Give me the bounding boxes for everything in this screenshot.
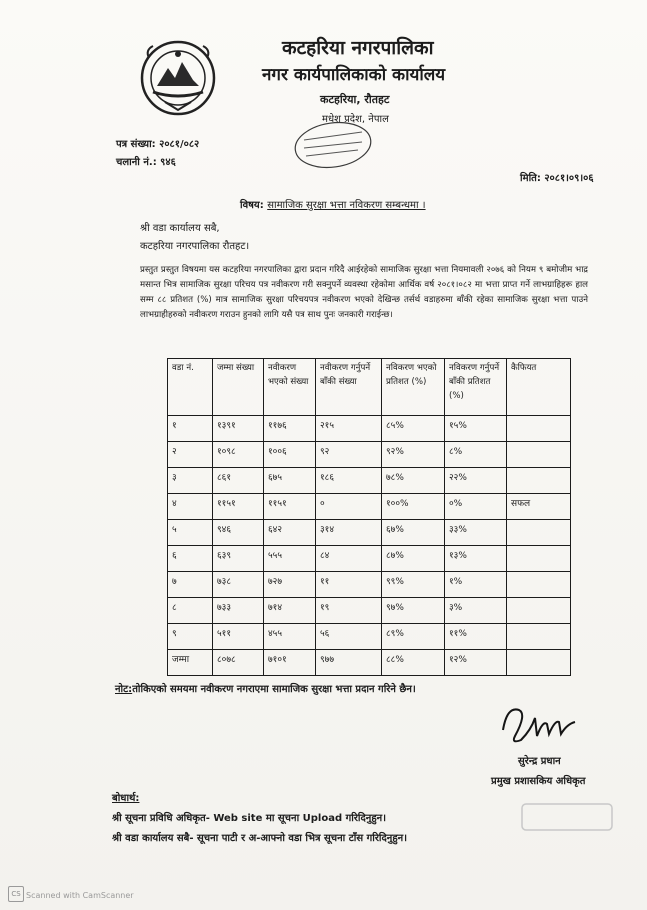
table-header-row <box>168 359 571 416</box>
table-row <box>168 624 571 650</box>
cell-remarks <box>507 624 571 650</box>
cell-remaining-percent: ३३% <box>445 520 507 546</box>
office-place: कटहरिया, रौतहट <box>320 93 390 106</box>
cell-renewed: ११५१ <box>264 494 316 520</box>
note-label: नोट: <box>115 684 133 695</box>
cell-remaining: २१५ <box>316 416 382 442</box>
cell-remaining: १९ <box>316 598 382 624</box>
cell-remarks <box>507 546 571 572</box>
letter-date: मिति: २०८१।०९।०६ <box>520 173 594 184</box>
cell-renewed-percent: ९९% <box>382 572 445 598</box>
cell-renewed: ४५५ <box>264 624 316 650</box>
cell-renewed-percent: १००% <box>382 494 445 520</box>
cell-remaining: ९७७ <box>316 650 382 676</box>
org-name: कटहरिया नगरपालिका <box>282 37 434 59</box>
scanner-watermark: Scanned with CamScanner <box>26 891 134 900</box>
cell-remaining-percent: ३% <box>445 598 507 624</box>
cell-total: ११५१ <box>213 494 264 520</box>
cell-remaining-percent: २२% <box>445 468 507 494</box>
cell-renewed: ११७६ <box>264 416 316 442</box>
renewal-table <box>167 358 571 676</box>
cell-renewed-percent: ७८% <box>382 468 445 494</box>
cell-remaining-percent: ११% <box>445 624 507 650</box>
cell-remaining: ११ <box>316 572 382 598</box>
cell-remaining-percent: १३% <box>445 546 507 572</box>
cell-total: ५११ <box>213 624 264 650</box>
cell-renewed-percent: ८७% <box>382 546 445 572</box>
cell-remarks <box>507 572 571 598</box>
cell-ward: २ <box>168 442 213 468</box>
cell-renewed-percent: ८९% <box>382 624 445 650</box>
table-row <box>168 442 571 468</box>
table-row <box>168 572 571 598</box>
col-remaining-percent: नविकरण गर्नुपर्ने बाँकी प्रतिशत (%) <box>445 359 507 416</box>
subject-label: विषय: <box>240 200 264 211</box>
cell-remaining-percent: ०% <box>445 494 507 520</box>
cell-total: ९४६ <box>213 520 264 546</box>
cell-renewed: ७२७ <box>264 572 316 598</box>
cell-renewed-percent: ६७% <box>382 520 445 546</box>
cc-line-2: श्री वडा कार्यालय सबै- सूचना पाटी र अ-आफ्नो वडा भित्र सूचना टाँस गरिदिनुहुन। <box>112 833 408 844</box>
col-remarks: कैफियत <box>507 359 571 416</box>
cell-total: १३९१ <box>213 416 264 442</box>
cell-ward: जम्मा <box>168 650 213 676</box>
table-row <box>168 546 571 572</box>
subject-text: सामाजिक सुरक्षा भत्ता नविकरण सम्बन्धमा । <box>267 200 426 211</box>
table-row <box>168 520 571 546</box>
cell-renewed: ७१०१ <box>264 650 316 676</box>
cell-renewed: ५५५ <box>264 546 316 572</box>
cell-remaining: ९२ <box>316 442 382 468</box>
dispatch-number: चलानी नं.: ९४६ <box>116 157 176 168</box>
cell-remarks <box>507 442 571 468</box>
office-stamp <box>292 120 374 170</box>
cell-renewed-percent: ९७% <box>382 598 445 624</box>
camscanner-icon: CS <box>8 886 24 902</box>
cell-remarks <box>507 650 571 676</box>
cell-remaining: १८६ <box>316 468 382 494</box>
subject-line <box>240 197 426 211</box>
cell-ward: ९ <box>168 624 213 650</box>
office-name: नगर कार्यपालिकाको कार्यालय <box>262 65 446 85</box>
col-total: जम्मा संख्या <box>213 359 264 416</box>
cell-ward: ४ <box>168 494 213 520</box>
cell-remaining: ० <box>316 494 382 520</box>
address-line-1: श्री वडा कार्यालय सबै, <box>140 223 220 234</box>
cell-renewed: ७१४ <box>264 598 316 624</box>
cc-label: बोधार्थ: <box>112 793 140 804</box>
cell-total: १०९८ <box>213 442 264 468</box>
cell-ward: ३ <box>168 468 213 494</box>
signatory-name: सुरेन्द्र प्रधान <box>518 756 561 767</box>
cell-remarks <box>507 598 571 624</box>
fiscal-year-ref: पत्र संख्या: २०८१/०८२ <box>116 139 200 150</box>
cell-renewed: ६७५ <box>264 468 316 494</box>
cc-line-1: श्री सूचना प्रविधि अधिकृत- Web site मा सूचना Upload गरिदिनुहुन। <box>112 813 387 824</box>
cell-remaining-percent: ८% <box>445 442 507 468</box>
cell-renewed-percent: ९२% <box>382 442 445 468</box>
signature-image <box>497 700 579 750</box>
cell-ward: ५ <box>168 520 213 546</box>
cell-total: ६३९ <box>213 546 264 572</box>
faint-stamp <box>518 798 618 838</box>
cell-remarks <box>507 468 571 494</box>
table-total-row <box>168 650 571 676</box>
cell-remaining-percent: १२% <box>445 650 507 676</box>
cell-remarks <box>507 520 571 546</box>
cell-remaining: ५६ <box>316 624 382 650</box>
cell-remarks: सफल <box>507 494 571 520</box>
cell-ward: ६ <box>168 546 213 572</box>
municipality-emblem <box>135 38 221 118</box>
signatory-title: प्रमुख प्रशासकिय अधिकृत <box>491 776 586 787</box>
cell-renewed: १००६ <box>264 442 316 468</box>
cell-total: ७३८ <box>213 572 264 598</box>
col-renewed: नवीकरण भएको संख्या <box>264 359 316 416</box>
cell-remaining: ३१४ <box>316 520 382 546</box>
letter-body: प्रस्तुत प्रस्तुत विषयमा यस कटहरिया नगरपालिका द्वारा प्रदान गरिदै आईरहेको सामाजिक सुरक्षा भत्ता नियमावली २०७६ को नियम ९ बमोजीम भाद्र मसान्त भित्र सामाजिक सुरक्षा परिचय पत्र नवीकरण गरी सक्नुपर्ने व्यवस्था रहेकोमा आर्थिक वर्ष २०८१।०८२ मा भत्ता प्राप्त गर्ने लाभग्राहिहरू हाल सम्म ८८ प्रतिशत (%) मात्र सामाजिक सुरक्षा परिचयपत्र नवीकरण भएको देखिन्छ तर्सर्थ वडाहरुमा बाँकी रहेका सामाजिक सुरक्षा भत्ता पाउने लाभग्राहीहरुको नवीकरण गराउन हुनको लागि यसै पत्र साथ पुनः जनकारी गराईन्छ। <box>140 265 588 320</box>
cell-remaining-percent: १% <box>445 572 507 598</box>
cell-renewed-percent: ८५% <box>382 416 445 442</box>
table-row <box>168 494 571 520</box>
col-ward: वडा नं. <box>168 359 213 416</box>
cell-remaining-percent: १५% <box>445 416 507 442</box>
table-row <box>168 468 571 494</box>
col-renewed-percent: नविकरण भएको प्रतिशत (%) <box>382 359 445 416</box>
cell-total: ७३३ <box>213 598 264 624</box>
note-text: तोकिएको समयमा नवीकरण नगराएमा सामाजिक सुरक्षा भत्ता प्रदान गरिने छैन। <box>132 684 416 695</box>
office-province: मधेश प्रदेश, नेपाल <box>322 114 389 125</box>
cell-remaining: ८४ <box>316 546 382 572</box>
col-remaining: नवीकरण गर्नुपर्ने बाँकी संख्या <box>316 359 382 416</box>
table-row <box>168 416 571 442</box>
cell-total: ८६१ <box>213 468 264 494</box>
cell-ward: १ <box>168 416 213 442</box>
cell-renewed: ६४२ <box>264 520 316 546</box>
cell-renewed-percent: ८८% <box>382 650 445 676</box>
table-row <box>168 598 571 624</box>
cell-total: ८०७८ <box>213 650 264 676</box>
note-line <box>115 681 416 695</box>
cell-remarks <box>507 416 571 442</box>
cell-ward: ८ <box>168 598 213 624</box>
cell-ward: ७ <box>168 572 213 598</box>
address-line-2: कटहरिया नगरपालिका रौतहट। <box>140 241 250 252</box>
